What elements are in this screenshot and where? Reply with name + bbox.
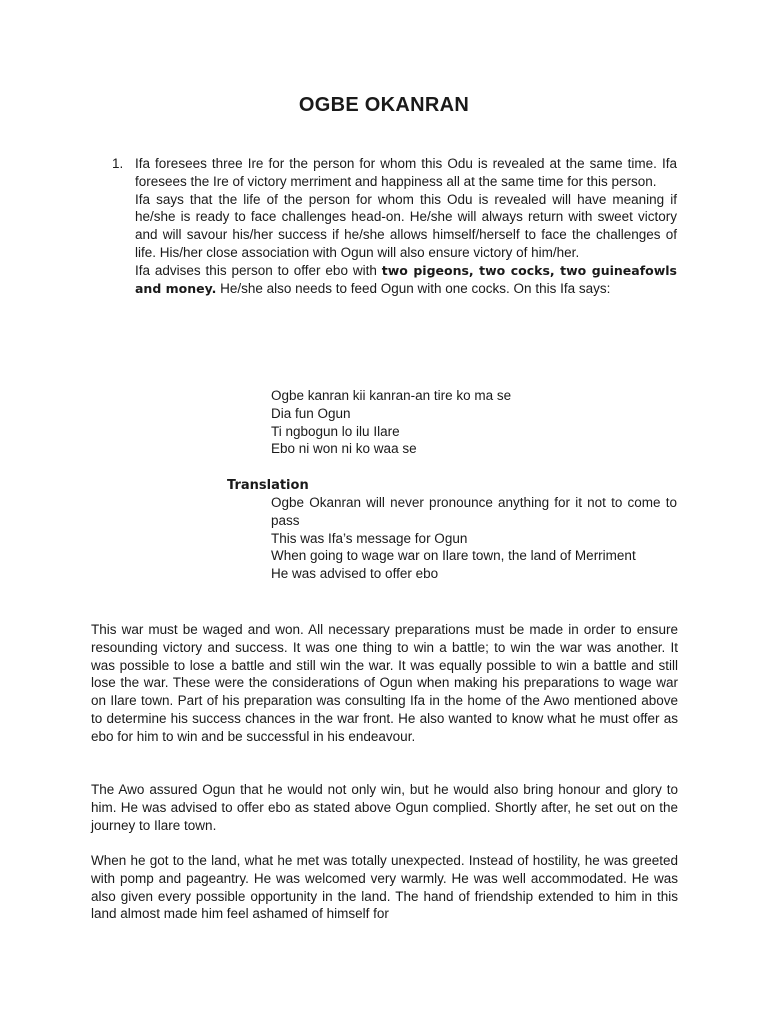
body-paragraph-1 [91,621,678,746]
translation-line: He was advised to offer ebo [271,566,439,582]
ebo-text-end: He/she also needs to feed Ogun with one cocks. On this Ifa says: [216,280,611,296]
verse-line: Dia fun Ogun [271,405,351,421]
translation-line: Ogbe Okanran will never pronounce anything for it not to come to pass [271,495,677,528]
translation-line: This was Ifa’s message for Ogun [271,530,468,546]
verse-line: Ogbe kanran kii kanran-an tire ko ma se [271,388,512,403]
translation-block [271,494,677,583]
paragraph-text: When he got to the land, what he met was totally unexpected. Instead of hostility, he was greeted with pomp and pageantry. He was welcomed very warmly. He was well accommodated. He was also given every possible opportunity in the land. The hand of friendship extended to him in this land almost made him feel ashamed of himself for [91,853,678,922]
item-paragraph-1: Ifa foresees three Ire for the person for whom this Odu is revealed at the same time. Ifa foresees the Ire of victory merriment and happiness all at the same time for this person. [135,156,677,189]
ebo-text-start: Ifa advises this person to offer ebo with [135,262,382,278]
item-paragraph-2: Ifa says that the life of the person for whom this Odu is revealed will have meaning if he/she is ready to face challenges head-on. He/she will always return with sweet victory and will savour his/her success if he/she allows himself/herself to face the challenges of life. His/her close association with Ogun will also ensure victory of him/her. [135,191,677,260]
body-paragraph-2 [91,781,678,834]
item-paragraph-3 [135,262,677,298]
page-title: OGBE OKANRAN [298,94,470,116]
verse-block [271,387,677,458]
body-paragraph-3 [91,852,678,923]
numbered-item-1 [112,155,677,297]
translation-heading: Translation [227,478,309,493]
list-item-body [135,155,677,297]
paragraph-text: The Awo assured Ogun that he would not only win, but he would also bring honour and glory to him. He was advised to offer ebo as stated above Ogun complied. Shortly after, he set out on the journey to Ilare town. [91,782,678,833]
verse-line: Ebo ni won ni ko waa se [271,441,417,457]
translation-line: When going to wage war on Ilare town, the land of Merriment [271,548,636,564]
list-number: 1. [112,156,124,171]
verse-line: Ti ngbogun lo ilu Ilare [271,423,400,439]
paragraph-text: This war must be waged and won. All necessary preparations must be made in order to ensure resounding victory and success. It was one thing to win a battle; to win the war was another. It was possible to lose a battle and still win the war. It was equally possible to win a battle and still lose the war. These were the considerations of Ogun when making his preparations to wage war on Ilare town. Part of his preparation was consulting Ifa in the home of the Awo mentioned above to determine his success chances in the war front. He also wanted to know what he must offer as ebo for him to win and be successful in his endeavour. [91,622,678,744]
ebo-items-bold: two pigeons, two cocks, two guineafowls and money. [135,262,677,296]
